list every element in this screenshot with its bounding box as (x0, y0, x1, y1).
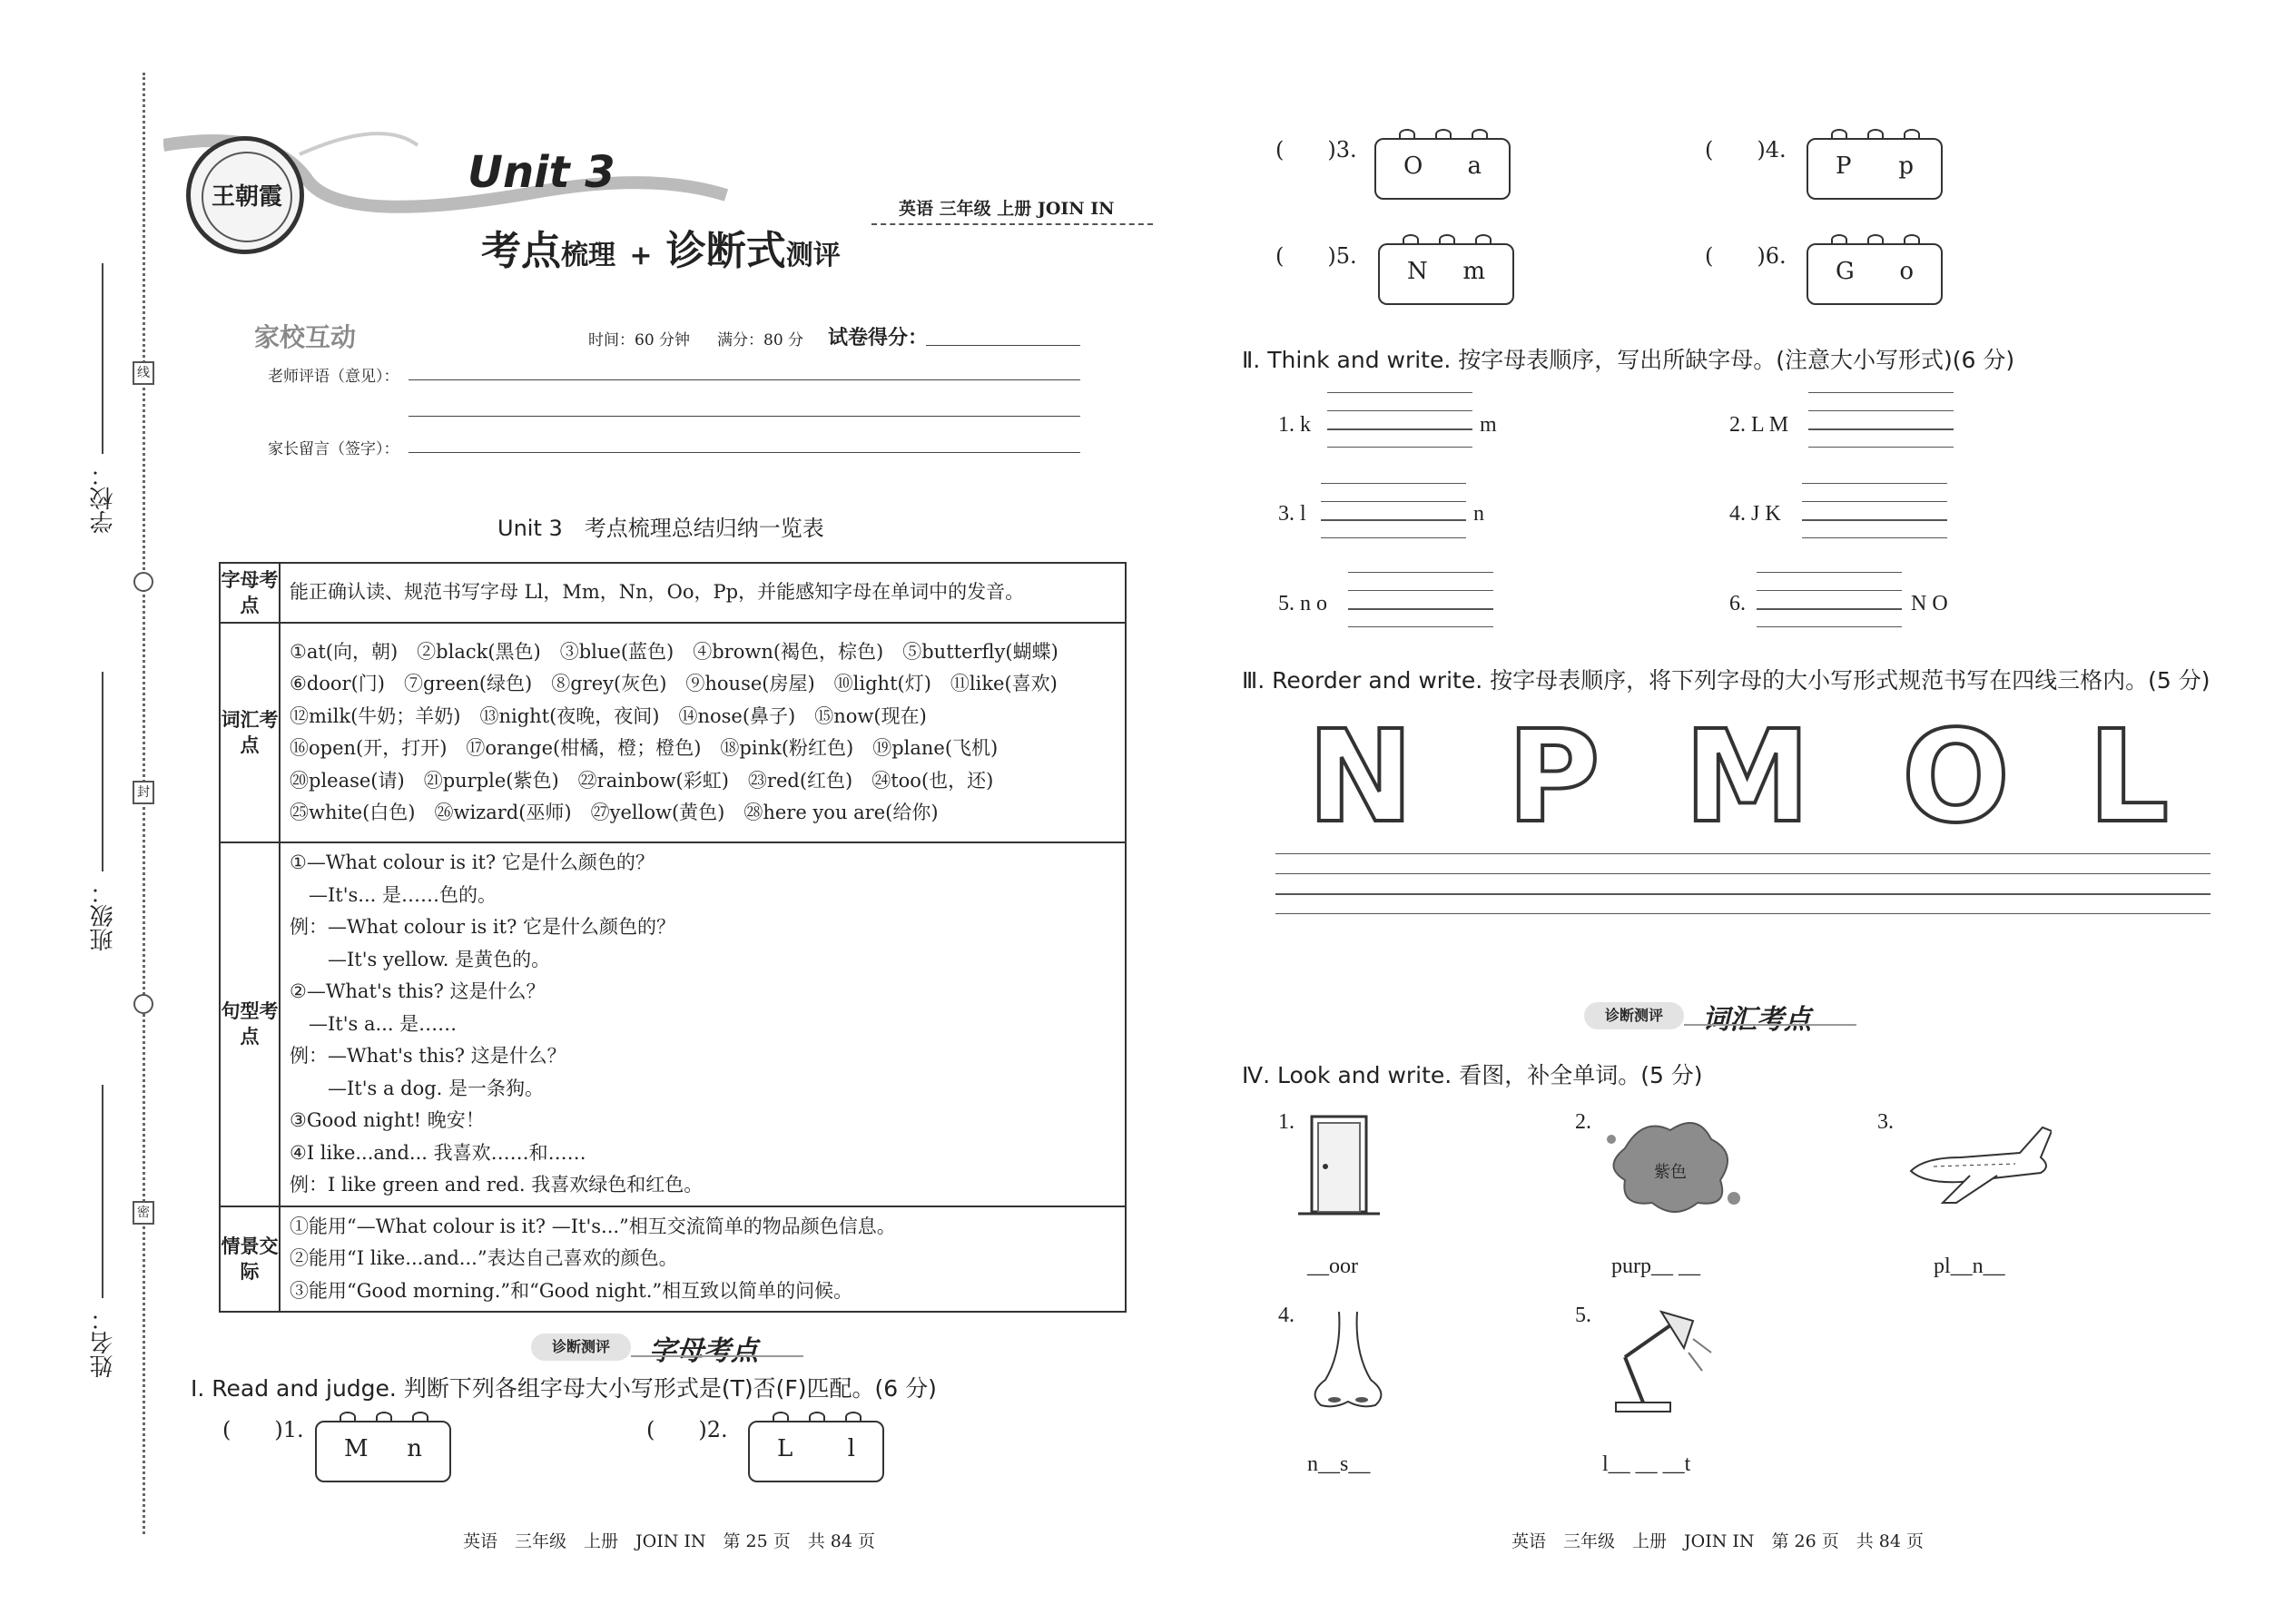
grade-tag: 英语 三年级 上册 JOIN IN (899, 199, 1115, 219)
score-label: 试卷得分： (828, 326, 929, 349)
cartoon-letter-p: P (1507, 704, 1600, 851)
school-label: 学校： (90, 463, 117, 534)
judge-item-number: ( )2. (646, 1417, 728, 1442)
row-line: ①—What colour is it? 它是什么颜色的？ (290, 851, 655, 873)
sprout-icon (1475, 234, 1492, 245)
sprout-icon (809, 1412, 825, 1422)
banner-text: 词汇考点 (1702, 1004, 1811, 1036)
judge-item-number: ( )4. (1705, 137, 1787, 162)
sprout-icon (412, 1412, 428, 1422)
section4-title: Ⅳ. Look and write. 看图，补全单词。(5 分) (1242, 1062, 1703, 1088)
time-limit: 时间：60 分钟 (588, 331, 691, 349)
banner-pill: 诊断测评 (1584, 1002, 1684, 1029)
parent-comment-line[interactable] (409, 452, 1080, 453)
cartoon-letter-o: O (1902, 704, 2011, 851)
row-line: 例：—What colour is it? 它是什么颜色的？ (290, 916, 676, 938)
score-blank[interactable] (926, 345, 1080, 346)
page-footer-left: 英语 三年级 上册 JOIN IN 第 25 页 共 84 页 (463, 1531, 876, 1551)
row-line: ⑳please(请) ㉑purple(紫色) ㉒rainbow(彩虹) ㉓red(红色) ㉔too(也，还) (290, 769, 994, 792)
lamp-picture (1598, 1303, 1716, 1421)
row-line: —It's... 是……色的。 (290, 883, 497, 906)
missing-letter-suffix: N O (1911, 592, 1948, 615)
card-letter: l (847, 1435, 855, 1462)
teacher-comment-line[interactable] (409, 379, 1080, 380)
section2-title: Ⅱ. Think and write. 按字母表顺序，写出所缺字母。(注意大小写形式)(6 分) (1242, 347, 2015, 373)
door-picture (1298, 1112, 1380, 1221)
card-letter: n (407, 1435, 422, 1462)
row-line: ⑥door(门) ⑦green(绿色) ⑧grey(灰色) ⑨house(房屋) ⑩light(灯) ⑪like(喜欢) (290, 673, 1058, 694)
summary-table (219, 562, 1127, 1313)
card-letter: N (1407, 258, 1428, 285)
subtitle-small2: 测评 (785, 240, 841, 271)
sprout-icon (1904, 234, 1920, 245)
class-blank (102, 672, 103, 871)
picture-item-number: 5. (1575, 1304, 1591, 1327)
card-letter: G (1836, 258, 1855, 285)
row-line: —It's yellow. 是黄色的。 (290, 948, 551, 970)
subtitle-small1: 梳理 (561, 240, 615, 271)
page-subtitle (481, 218, 841, 276)
judge-item-number: ( )1. (222, 1417, 304, 1442)
table-row (220, 623, 1126, 842)
sprout-icon (1403, 234, 1419, 245)
word-blank[interactable]: purp__ __ (1611, 1255, 1700, 1278)
judge-item-number: ( )5. (1275, 243, 1357, 269)
row-line: ③能用“Good morning.”和“Good night.”相互致以简单的问候。 (290, 1279, 853, 1302)
card-letter: M (344, 1435, 369, 1462)
picture-item-number: 4. (1278, 1304, 1295, 1327)
subtitle-plus: + (629, 240, 653, 271)
subtitle-big2: 诊断式 (665, 228, 786, 274)
picture-item-number: 2. (1575, 1110, 1591, 1134)
card-letter: o (1899, 258, 1914, 285)
row-line: ①at(向，朝) ②black(黑色) ③blue(蓝色) ④brown(褐色，棕色) ⑤butterfly(蝴蝶) (290, 640, 1058, 663)
table-row (220, 1206, 1126, 1313)
word-blank[interactable]: pl__n__ (1934, 1255, 2005, 1278)
banner-arrow (631, 1355, 803, 1357)
picture-item-number: 3. (1877, 1110, 1894, 1134)
missing-letter-prefix: 5. n o (1278, 592, 1327, 615)
row-category: 字母考点 (220, 563, 280, 623)
sprout-icon (773, 1412, 789, 1422)
teacher-comment-label: 老师评语（意见）： (268, 368, 399, 386)
splash-label: 紫色 (1654, 1163, 1687, 1182)
letter-card (1374, 138, 1511, 200)
table-title: Unit 3 考点梳理总结归纳一览表 (497, 516, 824, 541)
name-label: 姓名： (90, 1307, 117, 1378)
class-label: 班级： (90, 881, 117, 951)
missing-letter-prefix: 3. l (1278, 502, 1306, 526)
binding-hole (133, 994, 153, 1014)
judge-item-number: ( )3. (1275, 137, 1357, 162)
row-category: 词汇考点 (220, 623, 280, 842)
sprout-icon (1831, 234, 1847, 245)
row-line: ⑯open(开，打开) ⑰orange(柑橘，橙；橙色) ⑱pink(粉红色) ⑲plane(飞机) (290, 737, 999, 759)
letter-card (315, 1421, 451, 1482)
binding-tag-xian: 线 (133, 361, 154, 385)
picture-item-number: 1. (1278, 1110, 1295, 1134)
row-content (280, 1206, 1126, 1313)
row-line: 能正确认读、规范书写字母 Ll，Mm，Nn，Oo，Pp，并能感知字母在单词中的发音。 (290, 581, 1025, 604)
letter-card (1378, 243, 1514, 305)
sprout-icon (1867, 234, 1884, 245)
section1-title: Ⅰ. Read and judge. 判断下列各组字母大小写形式是(T)否(F)匹配。(6 分) (191, 1375, 937, 1402)
school-blank (102, 263, 103, 454)
row-category: 情景交际 (220, 1206, 280, 1313)
card-letter: m (1462, 258, 1485, 285)
row-content (280, 623, 1126, 842)
subtitle-big1: 考点 (481, 228, 561, 274)
letter-card (1807, 243, 1943, 305)
word-blank[interactable]: __oor (1307, 1255, 1358, 1278)
parent-comment-label: 家长留言（签字）： (268, 440, 399, 458)
sprout-icon (845, 1412, 861, 1422)
card-letter: O (1403, 153, 1423, 180)
letter-card (1807, 138, 1943, 200)
cartoon-letter-m: M (1684, 704, 1811, 851)
row-line: —It's a... 是…… (290, 1012, 458, 1035)
cartoon-letter-n: N (1307, 704, 1414, 851)
letters-banner (531, 1330, 822, 1366)
sprout-icon (340, 1412, 356, 1422)
banner-arrow (1684, 1024, 1856, 1026)
vocab-banner (1584, 999, 1875, 1035)
letter-card (748, 1421, 884, 1482)
missing-letter-prefix: 1. k (1278, 413, 1311, 437)
teacher-comment-line[interactable] (409, 416, 1080, 417)
row-line: ⑫milk(牛奶；羊奶) ⑬night(夜晚，夜间) ⑭nose(鼻子) ⑮now(现在) (290, 704, 927, 727)
row-line: ④I like...and... 我喜欢……和…… (290, 1141, 586, 1164)
row-content (280, 563, 1126, 623)
judge-item-number: ( )6. (1705, 243, 1787, 269)
card-letter: L (777, 1435, 793, 1462)
row-line: ㉕white(白色) ㉖wizard(巫师) ㉗yellow(黄色) ㉘here you are(给你) (290, 802, 939, 823)
sprout-icon (1831, 129, 1847, 140)
cartoon-letter-l: L (2088, 704, 2170, 851)
row-line: 例：I like green and red. 我喜欢绿色和红色。 (290, 1174, 704, 1196)
logo-text: 王朝霞 (202, 152, 292, 242)
sprout-icon (1439, 234, 1455, 245)
row-line: 例：—What's this? 这是什么？ (290, 1045, 566, 1067)
word-blank[interactable]: n__s__ (1307, 1452, 1371, 1476)
sprout-icon (1399, 129, 1415, 140)
publisher-logo (186, 136, 304, 254)
card-letter: p (1898, 153, 1914, 180)
banner-text: 字母考点 (649, 1335, 758, 1367)
word-blank[interactable]: l__ __ __t (1602, 1452, 1691, 1476)
binding-hole (133, 572, 153, 592)
row-content (280, 842, 1126, 1206)
missing-letter-suffix: n (1473, 502, 1484, 526)
row-line: ③Good night! 晚安！ (290, 1109, 485, 1131)
row-line: ①能用“—What colour is it? —It's...”相互交流简单的物品颜色信息。 (290, 1215, 896, 1237)
missing-letter-prefix: 4. J K (1729, 502, 1781, 526)
sprout-icon (1867, 129, 1884, 140)
nose-picture (1298, 1307, 1398, 1416)
missing-letter-prefix: 2. L M (1729, 413, 1789, 437)
purple-splash-picture (1598, 1112, 1743, 1221)
banner-pill: 诊断测评 (531, 1334, 631, 1361)
row-line: ②—What's this? 这是什么？ (290, 980, 546, 1002)
section3-title: Ⅲ. Reorder and write. 按字母表顺序，将下列字母的大小写形式规范书写在四线三格内。(5 分) (1242, 667, 2210, 694)
page-footer-right: 英语 三年级 上册 JOIN IN 第 26 页 共 84 页 (1511, 1531, 1925, 1551)
row-line: —It's a dog. 是一条狗。 (290, 1077, 545, 1099)
card-letter: P (1836, 153, 1852, 180)
sprout-icon (376, 1412, 392, 1422)
name-blank (102, 1085, 103, 1298)
missing-letter-suffix: m (1480, 413, 1497, 437)
card-letter: a (1467, 153, 1482, 180)
home-school-title: 家校互动 (254, 322, 357, 352)
binding-tag-feng: 封 (133, 781, 154, 804)
table-row (220, 842, 1126, 1206)
table-row (220, 563, 1126, 623)
sprout-icon (1472, 129, 1488, 140)
plane-picture (1906, 1117, 2052, 1207)
unit-title: Unit 3 (468, 147, 615, 198)
row-line: ②能用“I like...and...”表达自己喜欢的颜色。 (290, 1247, 678, 1269)
row-category: 句型考点 (220, 842, 280, 1206)
divider (871, 223, 1153, 225)
binding-tag-mi: 密 (133, 1201, 154, 1225)
full-score: 满分：80 分 (717, 331, 804, 349)
sprout-icon (1904, 129, 1920, 140)
missing-letter-prefix: 6. (1729, 592, 1746, 615)
sprout-icon (1435, 129, 1452, 140)
